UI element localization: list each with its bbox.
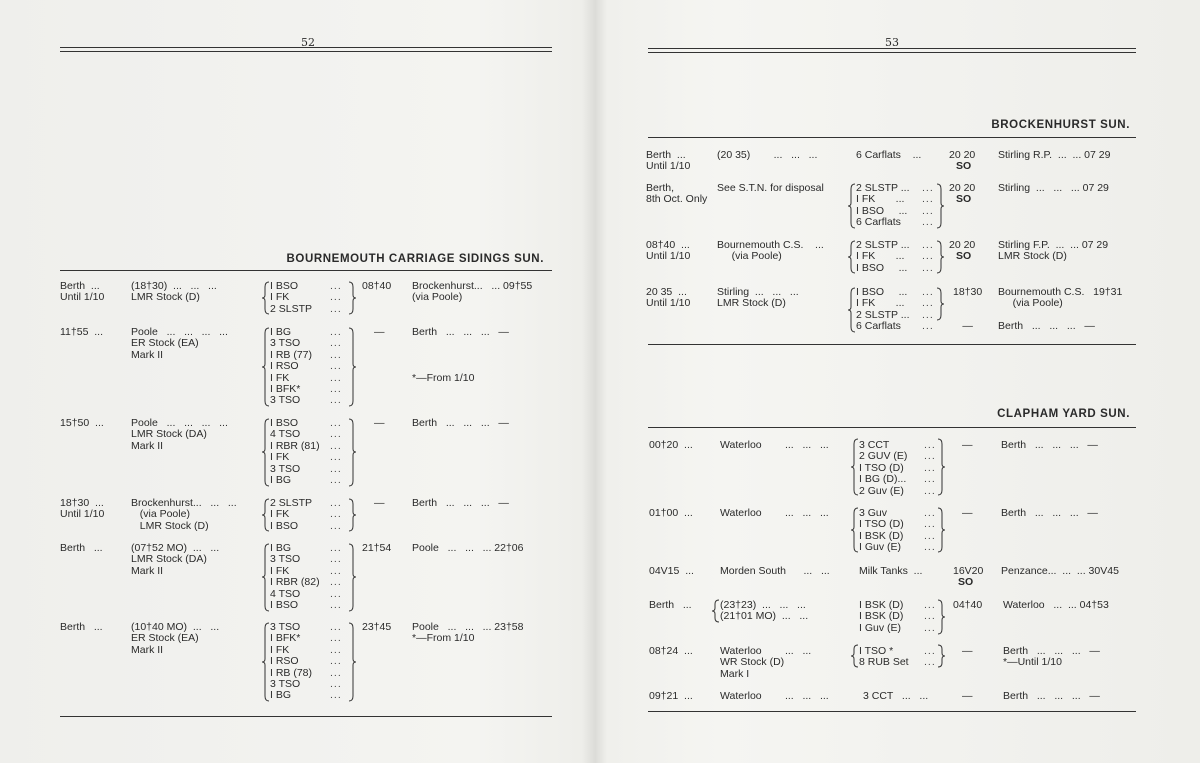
- right-brace: [937, 507, 945, 553]
- left-brace: [848, 287, 856, 333]
- origin-cell: See S.T.N. for disposal: [717, 182, 824, 194]
- bottom-rule: [648, 711, 1136, 712]
- time-cell: 11†55 ...: [60, 326, 104, 338]
- section-rule: [648, 344, 1136, 345]
- right-brace: [348, 418, 356, 487]
- so-marker: SO: [958, 576, 974, 588]
- formation-dots: ... ...: [924, 645, 936, 669]
- destination-cell: Berth ... ... ... —: [1001, 507, 1098, 519]
- destination-cell: Berth ... ... ... — *—Until 1/10: [1003, 645, 1100, 669]
- destination-cell: Penzance... ... ... 30V45: [1001, 565, 1119, 577]
- destination-cell: Berth ... ... ... —: [412, 417, 509, 429]
- destination-cell: Brockenhurst... ... 09†55 (via Poole): [412, 280, 533, 304]
- destination-cell: Stirling F.P. ... ... 07 29 LMR Stock (D): [998, 239, 1109, 263]
- formation-dots: ... ... ... ...: [922, 286, 934, 333]
- origin-cell: (18†30) ... ... ... LMR Stock (D): [131, 280, 217, 304]
- destination-cell: Berth ... ... ... — *—From 1/10: [412, 326, 509, 384]
- formation-dots: ... ... ...: [330, 497, 342, 532]
- origin-cell: Bournemouth C.S. ... (via Poole): [717, 239, 824, 263]
- origin-cell: Waterloo ... ... ...: [720, 439, 829, 451]
- formation-cell: I TSO * 8 RUB Set: [859, 645, 909, 669]
- origin-cell: Morden South ... ...: [720, 565, 830, 577]
- departure-cell: —: [374, 417, 385, 429]
- heading-rule: [648, 137, 1136, 138]
- left-brace: [262, 418, 270, 487]
- left-brace: [851, 507, 859, 553]
- time-cell: 09†21 ...: [649, 690, 693, 702]
- departure-cell: —: [962, 645, 973, 657]
- heading-rule: [648, 427, 1136, 428]
- departure-cell: 16V20: [953, 565, 984, 577]
- formation-dots: ... ... ... ... ...: [924, 439, 936, 497]
- right-brace: [937, 644, 945, 668]
- page-number: 53: [885, 36, 899, 49]
- formation-cell: 2 SLSTP I FK I BSO: [270, 497, 313, 532]
- so-marker: SO: [956, 193, 972, 205]
- left-brace: [848, 240, 856, 274]
- time-cell: 08†24 ...: [649, 645, 693, 657]
- left-brace: [262, 622, 270, 702]
- departure-cell: —: [374, 497, 385, 509]
- right-brace: [348, 543, 356, 612]
- left-brace: [848, 183, 856, 229]
- time-cell: Berth ...: [649, 599, 692, 611]
- origin-cell: Stirling ... ... ... LMR Stock (D): [717, 286, 799, 310]
- right-brace: [936, 287, 944, 321]
- time-cell: Berth ... Until 1/10: [646, 149, 691, 173]
- formation-dots: ... ... ...: [924, 599, 936, 634]
- departure-cell: —: [962, 690, 973, 702]
- origin-cell: Waterloo ... ... ...: [720, 507, 829, 519]
- destination-cell: Berth ... ... ... —: [412, 497, 509, 509]
- departure-cell: 20 20: [949, 239, 976, 251]
- time-cell: 20 35 ... Until 1/10: [646, 286, 691, 310]
- section-heading: CLAPHAM YARD SUN.: [997, 408, 1130, 420]
- formation-dots: ... ... ...: [922, 239, 934, 274]
- left-brace: [851, 438, 859, 496]
- formation-cell: I BSO ... I FK ... 2 SLSTP ... 6 Carflats: [856, 286, 910, 333]
- formation-cell: 3 CCT 2 GUV (E) I TSO (D) I BG (D)... 2 Guv (E): [859, 439, 908, 497]
- departure-cell: 04†40: [953, 599, 983, 611]
- formation-cell: 3 CCT ... ...: [863, 690, 929, 702]
- formation-dots: ... ... ... ... ... ...: [330, 417, 342, 487]
- time-cell: Berth ...: [60, 621, 103, 633]
- formation-cell: 6 Carflats ...: [856, 149, 922, 161]
- left-brace: [262, 543, 270, 612]
- left-brace: [262, 281, 270, 315]
- departure-cell: 20 20: [949, 149, 976, 161]
- right-brace: [348, 327, 356, 407]
- section-heading: BOURNEMOUTH CARRIAGE SIDINGS SUN.: [286, 253, 544, 265]
- departure-cell: 20 20: [949, 182, 976, 194]
- formation-dots: ... ... ... ...: [924, 507, 936, 554]
- origin-cell: Poole ... ... ... ... ER Stock (EA) Mark II: [131, 326, 228, 361]
- time-cell: Berth ... Until 1/10: [60, 280, 105, 304]
- formation-dots: ... ... ... ... ... ... ...: [330, 326, 342, 407]
- right-brace: [348, 498, 356, 532]
- departure-cell: 18†30 —: [953, 286, 983, 333]
- time-cell: 08†40 ... Until 1/10: [646, 239, 691, 263]
- formation-cell: I BSK (D) I BSK (D) I Guv (E): [859, 599, 904, 634]
- formation-cell: 3 TSO I BFK* I FK I RSO I RB (78) 3 TSO I BG: [270, 621, 313, 702]
- origin-cell: Waterloo ... ... WR Stock (D) Mark I: [720, 645, 812, 680]
- formation-cell: I BSO 4 TSO I RBR (81) I FK 3 TSO I BG: [270, 417, 320, 487]
- formation-cell: 3 Guv I TSO (D) I BSK (D) I Guv (E): [859, 507, 904, 554]
- formation-cell: I BG 3 TSO I FK I RBR (82) 4 TSO I BSO: [270, 542, 320, 612]
- destination-cell: Waterloo ... ... 04†53: [1003, 599, 1109, 611]
- departure-cell: 21†54: [362, 542, 392, 554]
- so-marker: SO: [956, 160, 972, 172]
- destination-cell: Bournemouth C.S. 19†31 (via Poole) Berth ... ... ... —: [998, 286, 1123, 333]
- time-cell: 00†20 ...: [649, 439, 693, 451]
- destination-cell: Poole ... ... ... 22†06: [412, 542, 524, 554]
- origin-cell: (23†23) ... ... ... (21†01 MO) ... ...: [720, 599, 809, 623]
- formation-dots: ... ... ... ...: [922, 182, 934, 229]
- page-number: 52: [301, 36, 315, 49]
- formation-cell: Milk Tanks ...: [859, 565, 923, 577]
- time-cell: 01†00 ...: [649, 507, 693, 519]
- origin-cell: Waterloo ... ... ...: [720, 690, 829, 702]
- right-brace: [936, 240, 944, 274]
- page-53: [600, 0, 1200, 763]
- departure-cell: —: [374, 326, 385, 338]
- origin-cell: Poole ... ... ... ... LMR Stock (DA) Mark II: [131, 417, 228, 452]
- formation-cell: 2 SLSTP ... I FK ... I BSO ...: [856, 239, 910, 274]
- origin-cell: (20 35) ... ... ...: [717, 149, 818, 161]
- bottom-rule: [60, 716, 552, 717]
- top-rule: [60, 47, 552, 52]
- formation-cell: 2 SLSTP ... I FK ... I BSO ... 6 Carflats: [856, 182, 910, 229]
- origin-cell: Brockenhurst... ... ... (via Poole) LMR Stock (D): [131, 497, 237, 532]
- left-brace: [851, 644, 859, 668]
- origin-cell: (07†52 MO) ... ... LMR Stock (DA) Mark II: [131, 542, 220, 577]
- right-brace: [937, 438, 945, 496]
- section-heading: BROCKENHURST SUN.: [991, 119, 1130, 131]
- left-brace: [262, 327, 270, 407]
- formation-dots: ... ... ... ... ... ...: [330, 542, 342, 612]
- right-brace: [348, 281, 356, 315]
- right-brace: [348, 622, 356, 702]
- time-cell: Berth ...: [60, 542, 103, 554]
- formation-dots: ... ... ... ... ... ... ...: [330, 621, 342, 702]
- so-marker: SO: [956, 250, 972, 262]
- destination-cell: Poole ... ... ... 23†58 *—From 1/10: [412, 621, 524, 645]
- formation-dots: ... ... ...: [330, 280, 342, 315]
- departure-cell: 08†40: [362, 280, 392, 292]
- departure-cell: 23†45: [362, 621, 392, 633]
- left-brace: [712, 599, 720, 623]
- page-52: [0, 0, 596, 763]
- top-rule: [648, 48, 1136, 53]
- destination-cell: Berth ... ... ... —: [1003, 690, 1100, 702]
- time-cell: 04V15 ...: [649, 565, 694, 577]
- destination-cell: Stirling ... ... ... 07 29: [998, 182, 1109, 194]
- time-cell: 15†50 ...: [60, 417, 104, 429]
- origin-cell: (10†40 MO) ... ... ER Stock (EA) Mark II: [131, 621, 220, 656]
- formation-cell: I BG 3 TSO I RB (77) I RSO I FK I BFK* 3 TSO: [270, 326, 313, 407]
- right-brace: [937, 599, 945, 635]
- time-cell: Berth, 8th Oct. Only: [646, 182, 708, 206]
- right-brace: [936, 183, 944, 229]
- destination-cell: Stirling R.P. ... ... 07 29: [998, 149, 1111, 161]
- formation-cell: I BSO I FK 2 SLSTP: [270, 280, 313, 315]
- destination-cell: Berth ... ... ... —: [1001, 439, 1098, 451]
- departure-cell: —: [962, 507, 973, 519]
- departure-cell: —: [962, 439, 973, 451]
- heading-rule: [60, 270, 552, 271]
- time-cell: 18†30 ... Until 1/10: [60, 497, 105, 521]
- left-brace: [262, 498, 270, 532]
